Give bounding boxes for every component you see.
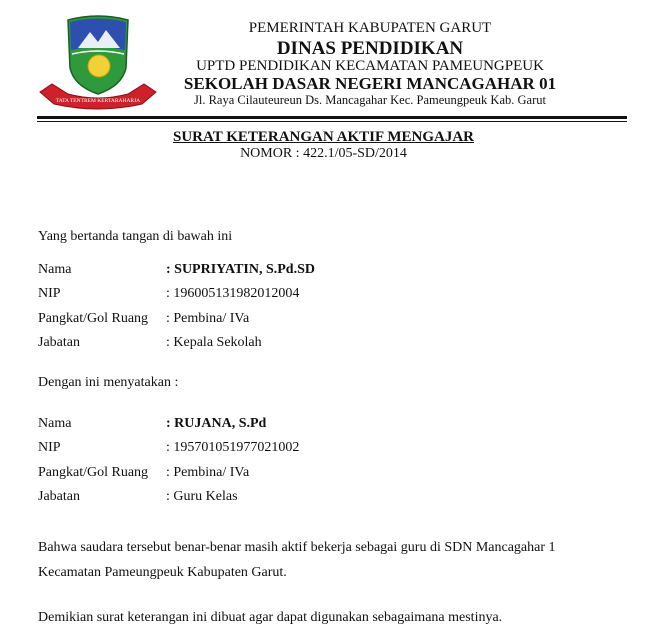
field-label: Jabatan	[38, 335, 80, 350]
signer-nip: : 196005131982012004	[166, 286, 300, 301]
letterhead-address: Jl. Raya Cilauteureun Ds. Mancagahar Kec. Pameungpeuk Kab. Garut	[194, 93, 546, 107]
letterhead-uptd: UPTD PENDIDIKAN KECAMATAN PAMEUNGPEUK	[196, 58, 544, 74]
field-label: Pangkat/Gol Ruang	[38, 465, 149, 480]
letterhead-government: PEMERINTAH KABUPATEN GARUT	[248, 20, 492, 36]
subject-name: : RUJANA, S.Pd	[166, 416, 267, 431]
field-label: NIP	[38, 440, 61, 455]
signer-name: : SUPRIYATIN, S.Pd.SD	[166, 262, 315, 277]
subject-rank: : Pembina/ IVa	[166, 465, 250, 480]
field-label: Pangkat/Gol Ruang	[38, 311, 149, 326]
field-label: Nama	[38, 416, 72, 431]
field-label: NIP	[38, 286, 61, 301]
statement-intro: Dengan ini menyatakan :	[38, 375, 179, 390]
signer-rank: : Pembina/ IVa	[166, 311, 250, 326]
document-number: NOMOR : 422.1/05-SD/2014	[240, 146, 407, 161]
intro-text: Yang bertanda tangan di bawah ini	[38, 229, 233, 244]
letterhead-school: SEKOLAH DASAR NEGERI MANCAGAHAR 01	[183, 74, 557, 93]
body-line-2: Kecamatan Pameungpeuk Kabupaten Garut.	[38, 565, 287, 580]
body-line-1: Bahwa saudara tersebut benar-benar masih aktif bekerja sebagai guru di SDN Mancagahar 1	[38, 540, 556, 555]
field-label: Jabatan	[38, 489, 80, 504]
signer-position: : Kepala Sekolah	[166, 335, 262, 350]
field-label: Nama	[38, 262, 72, 277]
letterhead-office: DINAS PENDIDIKAN	[276, 38, 464, 59]
letterhead-divider-thick	[37, 116, 627, 119]
logo-ribbon-text: TATA TENTREM KERTARAHARJA	[55, 98, 141, 104]
document-title: SURAT KETERANGAN AKTIF MENGAJAR	[172, 129, 474, 145]
letterhead-divider-thin	[37, 121, 627, 122]
closing-text: Demikian surat keterangan ini dibuat agar dapat digunakan sebagaimana mestinya.	[38, 610, 503, 625]
letterhead	[140, 21, 600, 108]
subject-position: : Guru Kelas	[166, 489, 238, 504]
subject-nip: : 195701051977021002	[166, 440, 300, 455]
